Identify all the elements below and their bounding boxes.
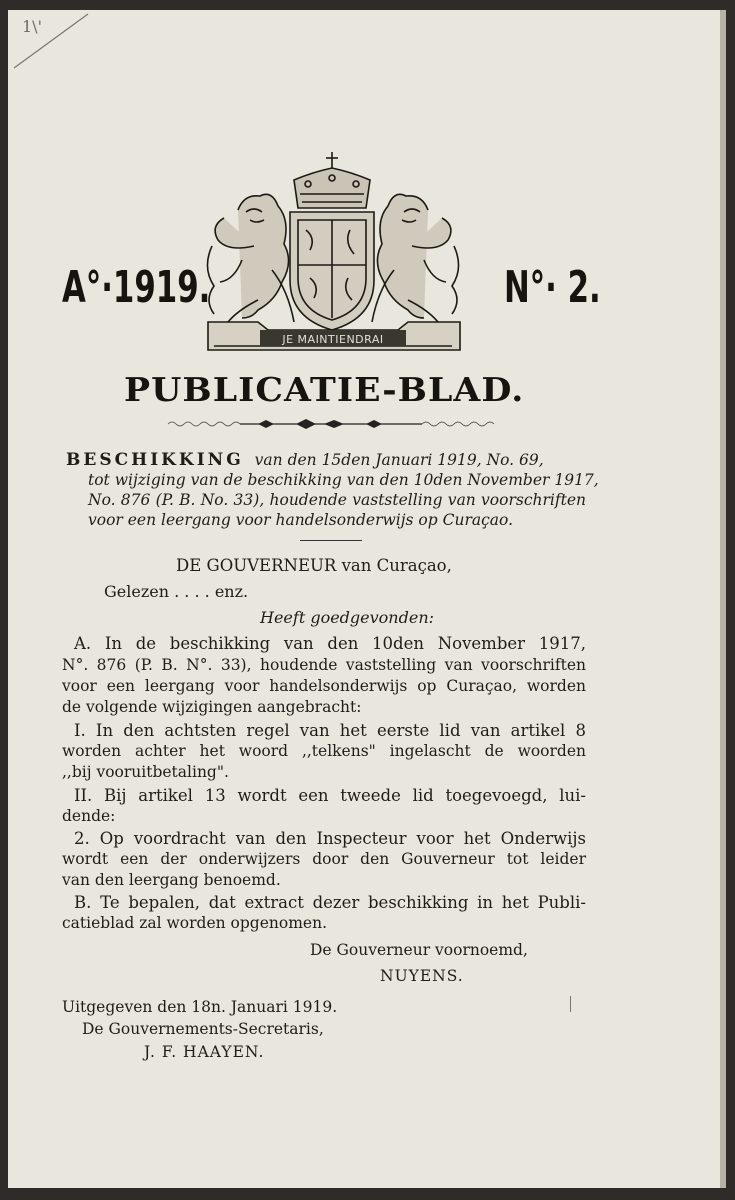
para-ii-line-1: II. Bij artikel 13 wordt een tweede lid toegevoegd, lui- bbox=[74, 786, 586, 805]
motto-text: JE MAINTIENDRAI bbox=[282, 333, 384, 346]
para-i-line-2: worden achter het woord ,,telkens" ingelascht de woorden bbox=[62, 742, 586, 760]
para-i-line-1: I. In den achtsten regel van het eerste lid van artikel 8 bbox=[74, 721, 586, 740]
year-label: A°·1919. bbox=[62, 262, 211, 313]
ornament-divider bbox=[166, 416, 496, 430]
para-2-line-1: 2. Op voordracht van den Inspecteur voor het Onderwijs bbox=[74, 829, 586, 848]
para-ii-line-2: dende: bbox=[62, 807, 116, 825]
issued-line: Uitgegeven den 18n. Januari 1919. bbox=[62, 998, 338, 1016]
read-line: Gelezen . . . . enz. bbox=[104, 582, 249, 601]
secretary-name: J. F. HAAYEN. bbox=[144, 1043, 265, 1061]
page-title: PUBLICATIE-BLAD. bbox=[124, 370, 525, 409]
pencil-mark bbox=[8, 10, 98, 70]
summary-line-4: voor een leergang voor handelsonderwijs op Curaçao. bbox=[88, 511, 514, 529]
short-rule bbox=[300, 540, 362, 541]
para-a-line-1: A. In de beschikking van den 10den November 1917, bbox=[74, 634, 586, 653]
page-edge bbox=[720, 10, 726, 1188]
signature-name: NUYENS. bbox=[380, 967, 464, 985]
para-a-line-4: de volgende wijzigingen aangebracht: bbox=[62, 698, 362, 716]
para-b-line-1: B. Te bepalen, dat extract dezer beschikking in het Publi- bbox=[74, 893, 586, 912]
summary-line-2: tot wijziging van de beschikking van den 10den November 1917, bbox=[88, 471, 599, 489]
para-2-line-3: van den leergang benoemd. bbox=[62, 871, 281, 889]
number-label: N°· 2. bbox=[504, 262, 601, 313]
para-b-line-2: catieblad zal worden opgenomen. bbox=[62, 914, 327, 932]
summary-line-3: No. 876 (P. B. No. 33), houdende vaststelling van voorschriften bbox=[88, 491, 586, 509]
para-2-line-2: wordt een der onderwijzers door den Gouverneur tot leider bbox=[62, 850, 586, 868]
summary-lead: BESCHIKKING bbox=[66, 450, 244, 470]
para-a-line-3: voor een leergang voor handelsonderwijs op Curaçao, worden bbox=[62, 677, 586, 695]
coat-of-arms-emblem bbox=[198, 150, 468, 355]
stray-mark bbox=[570, 996, 571, 1012]
summary-line-1: van den 15den Januari 1919, No. 69, bbox=[254, 451, 544, 469]
para-a-line-2: N°. 876 (P. B. N°. 33), houdende vaststelling van voorschriften bbox=[62, 656, 586, 674]
signature-title: De Gouverneur voornoemd, bbox=[310, 941, 528, 959]
svg-text:1\': 1\' bbox=[22, 17, 42, 36]
secretary-title: De Gouvernements-Secretaris, bbox=[82, 1020, 324, 1038]
summary-first-line bbox=[66, 450, 586, 470]
governor-line: DE GOUVERNEUR van Curaçao, bbox=[176, 556, 452, 575]
para-i-line-3: ,,bij vooruitbetaling". bbox=[62, 763, 229, 781]
resolved-line: Heeft goedgevonden: bbox=[260, 608, 435, 627]
